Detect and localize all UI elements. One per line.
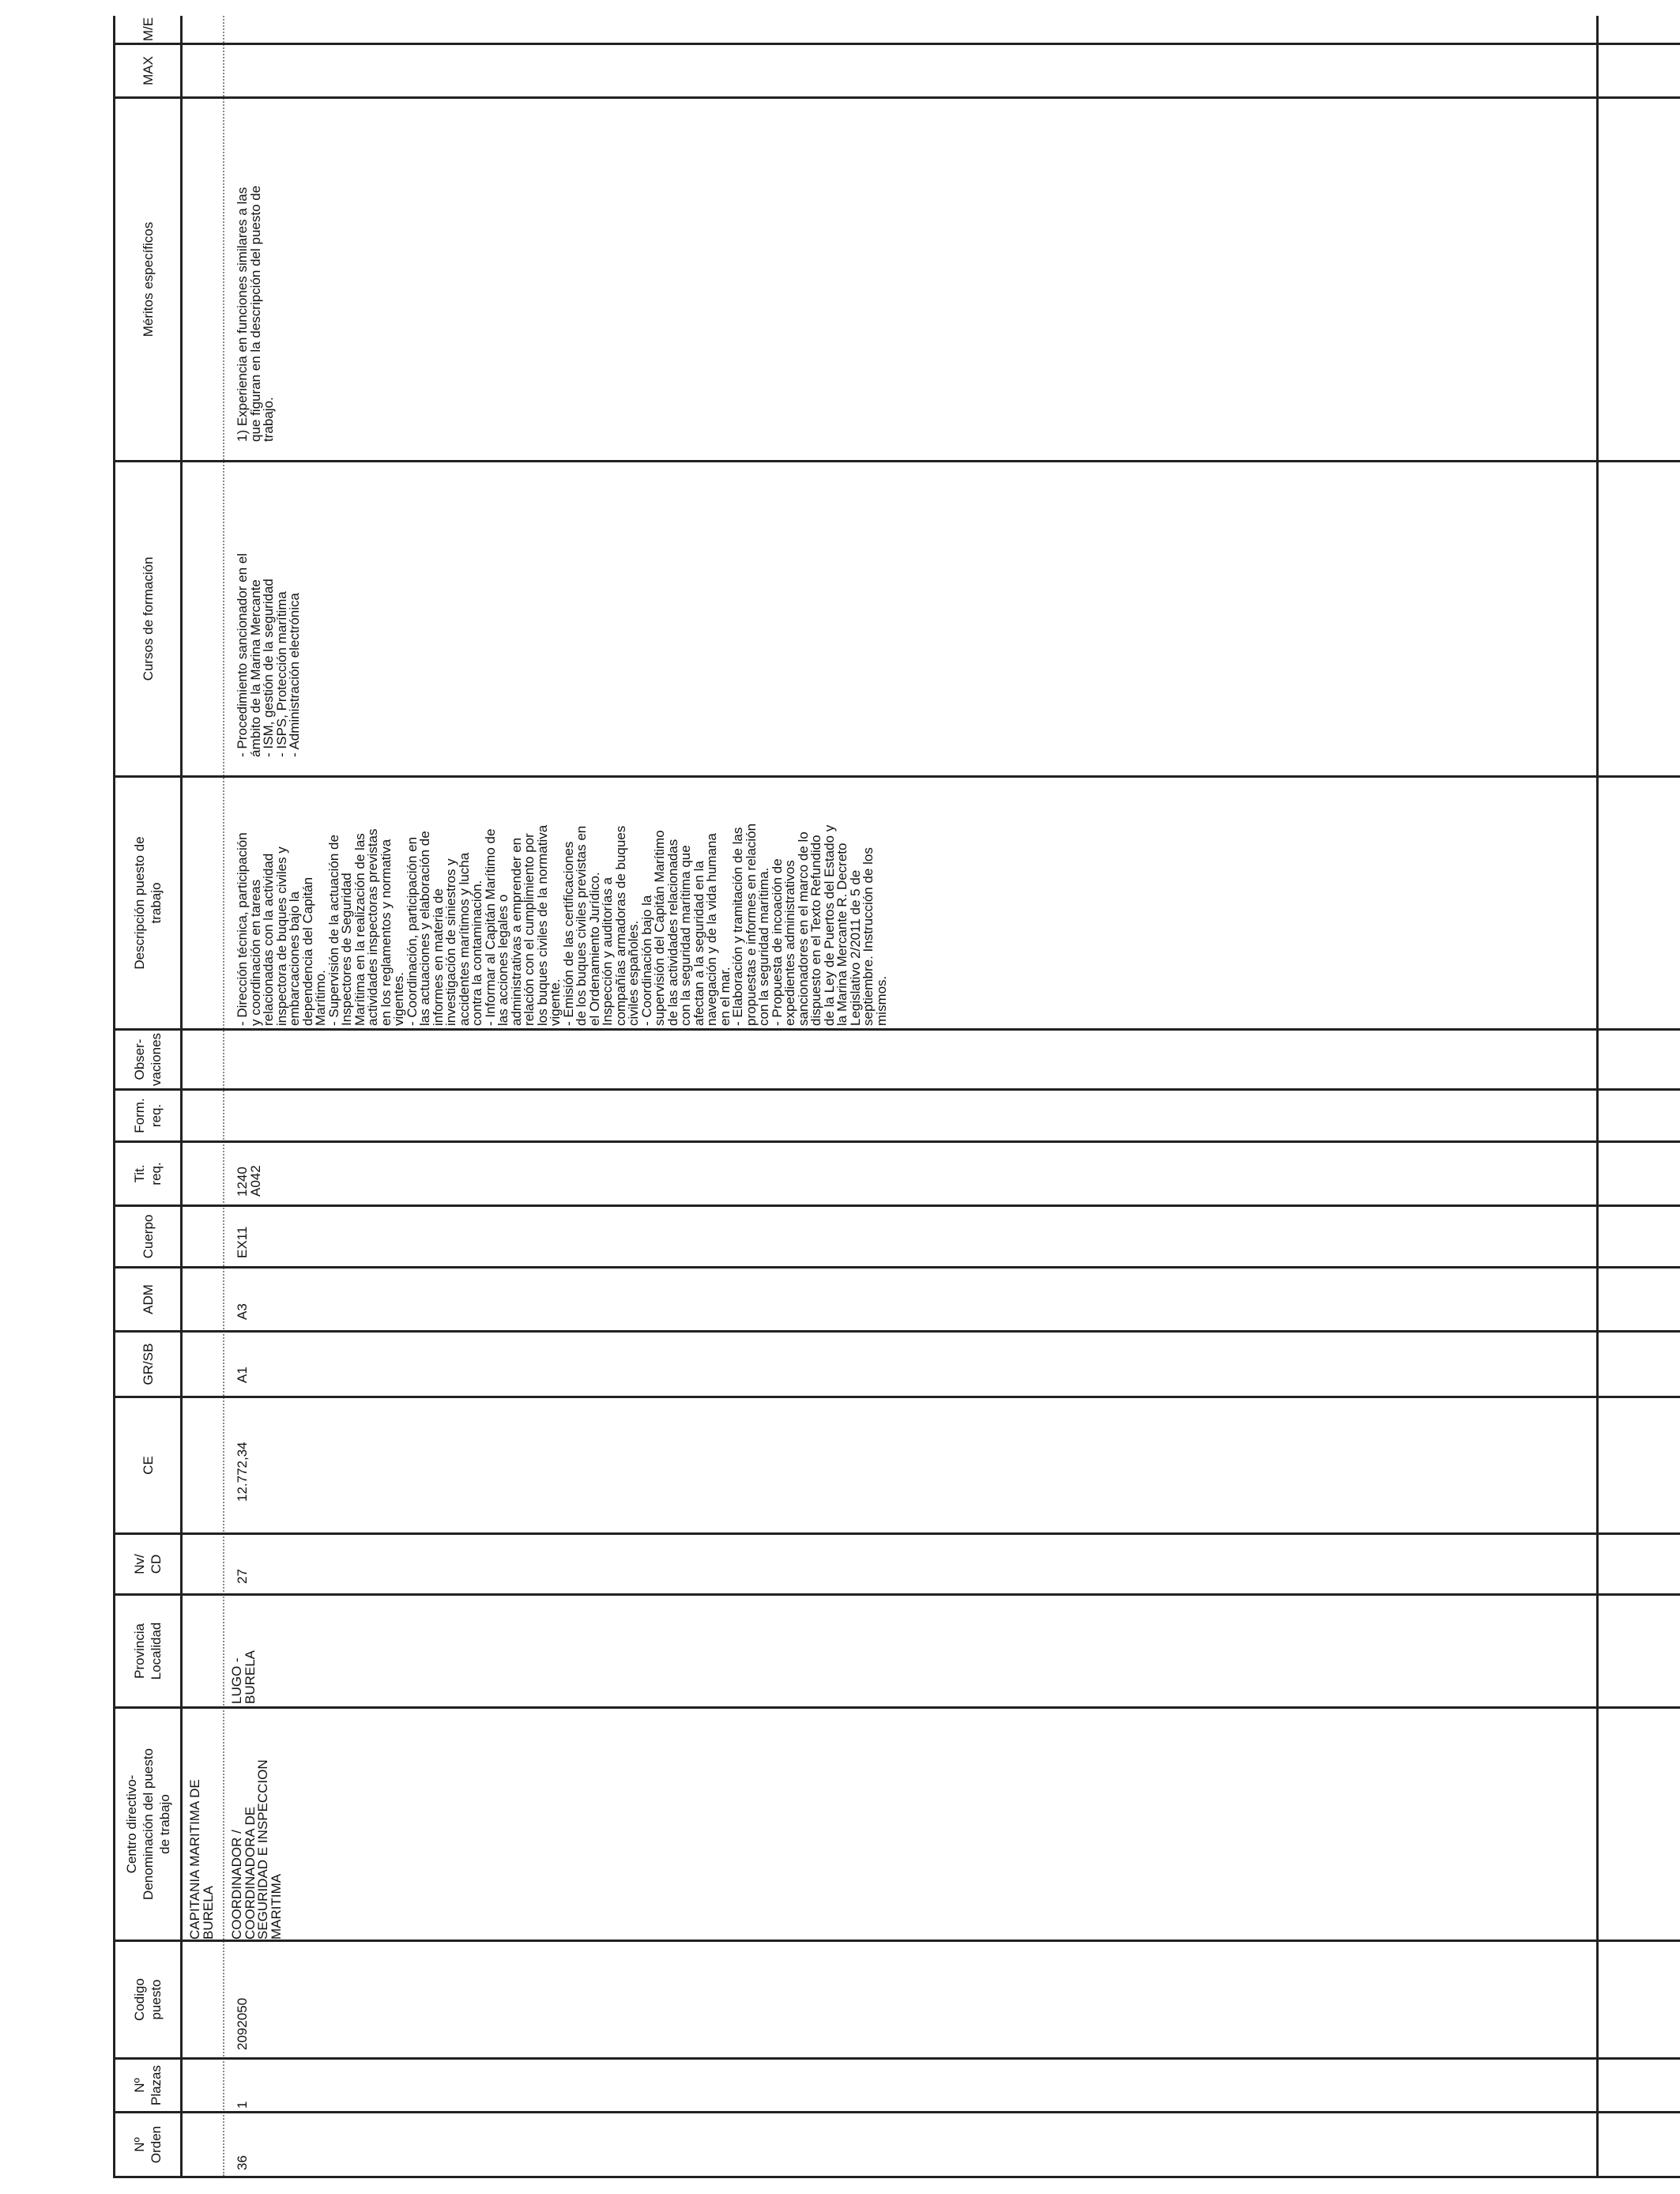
col-sep-2 <box>113 2057 1680 2060</box>
cell-adm: A3 <box>235 1303 250 1320</box>
col-sep-1 <box>113 2111 1680 2113</box>
cell-titulacion: 1240 A042 <box>235 1165 263 1197</box>
col-sep-16 <box>113 96 1680 99</box>
table-bottom-border <box>1596 16 1599 2178</box>
cell-denominacion: COORDINADOR / COORDINADORA DE SEGURIDAD E INSPECCION MARITIMA <box>229 1759 284 1940</box>
col-sep-12 <box>113 1088 1680 1091</box>
header-provincia: Provincia Localidad <box>132 1622 164 1680</box>
header-codigo: Codigo puesto <box>132 1978 164 2021</box>
header-observaciones: Obser- vaciones <box>132 1032 164 1087</box>
cell-codigo: 2092050 <box>235 1997 250 2050</box>
col-sep-9 <box>113 1266 1680 1269</box>
cell-meritos: 1) Experiencia en funciones similares a las que figuran en la descripción del puesto de trabajo. <box>235 185 276 442</box>
table-left-border <box>113 2176 1680 2178</box>
header-cursos-formacion: Cursos de formación <box>140 556 156 681</box>
header-max: MAX <box>140 56 156 85</box>
col-sep-8 <box>113 1330 1680 1333</box>
cell-cuerpo: EX11 <box>235 1226 250 1258</box>
cell-ce: 12.772,34 <box>235 1442 250 1502</box>
header-form: Form. req. <box>132 1098 164 1133</box>
header-ce: CE <box>140 1456 156 1475</box>
col-sep-7 <box>113 1396 1680 1398</box>
header-descripcion: Descripción puesto de trabajo <box>132 836 164 970</box>
col-sep-6 <box>113 1532 1680 1535</box>
header-orden: Nº Orden <box>132 2125 164 2164</box>
cell-cursos: - Procedimiento sancionador en el ámbito de la Marina Mercante - ISM, gestión de la seguridad - ISPS, Protección marítima - Administración electrónica <box>235 553 302 757</box>
header-divider <box>180 16 183 2178</box>
header-tit: Tit. req. <box>132 1162 164 1186</box>
group-centro-directivo: CAPITANIA MARITIMA DE BURELA <box>187 1779 216 1940</box>
cell-orden: 36 <box>235 2155 250 2170</box>
header-grsb: GR/SB <box>140 1343 156 1385</box>
cell-grsb: A1 <box>235 1367 250 1383</box>
group-divider <box>223 16 224 2176</box>
header-plazas: Nº Plazas <box>132 2064 164 2106</box>
header-adm: ADM <box>140 1284 156 1314</box>
col-sep-13 <box>113 1028 1680 1031</box>
header-nivel: Nv/ CD <box>132 1554 164 1574</box>
cell-provincia: LUGO - BURELA <box>229 1649 258 1704</box>
col-sep-17 <box>113 43 1680 45</box>
col-sep-15 <box>113 460 1680 462</box>
cell-nivel: 27 <box>235 1569 250 1584</box>
col-sep-3 <box>113 1940 1680 1942</box>
header-me: M/E <box>140 17 156 42</box>
col-sep-14 <box>113 775 1680 778</box>
header-cuerpo: Cuerpo <box>140 1214 156 1259</box>
col-sep-5 <box>113 1593 1680 1596</box>
cell-plazas: 1 <box>235 2101 250 2109</box>
col-sep-10 <box>113 1204 1680 1207</box>
header-meritos: Méritos específicos <box>140 221 156 337</box>
header-centro: Centro directivo- Denominación del puesto de trabajo <box>123 1748 172 1900</box>
col-sep-11 <box>113 1140 1680 1143</box>
cell-descripcion: - Dirección técnica, participación y coordinación en tareas relacionadas con la actividad inspectora de buques civiles y embarcaciones bajo la dependencia del Capitán Marítimo. - Supervisión de la actuación de Inspectores de Seguridad Marítima en la realización de las actividades inspectoras previstas en los reglamentos y normativa vigentes. - Coordinación, participación en las actuaciones y elaboración de informes en materia de investigación de siniestros y accidentes marítimos y lucha contra la contaminación. - Informar al Capitán Marítimo de las acciones legales o administrativas a emprender en relación con el cumplimiento por los buques civiles de la normativa vigente. - Emisión de las certificaciones de los buques civiles previstas en el Ordenamiento Jurídico. Inspección y auditorías a compañías armadoras de buques civiles españoles. - Coordinación bajo la supervisión del Capitán Marítimo de las actividades relacionadas con la seguridad marítima que afectan a la seguridad en la navegación y de la vida humana en el mar. - Elaboración y tramitación de las propuestas e informes en relación con la seguridad marítima. - Propuesta de incoación de expedientes administrativos sancionadores en el marco de lo dispuesto en el Texto Refundido de la Ley de Puertos del Estado y la Marina Mercante R. Decreto Legislativo 2/2011 de 5 de septiembre. Instrucción de los mismos. <box>235 823 889 1026</box>
col-sep-4 <box>113 1706 1680 1709</box>
